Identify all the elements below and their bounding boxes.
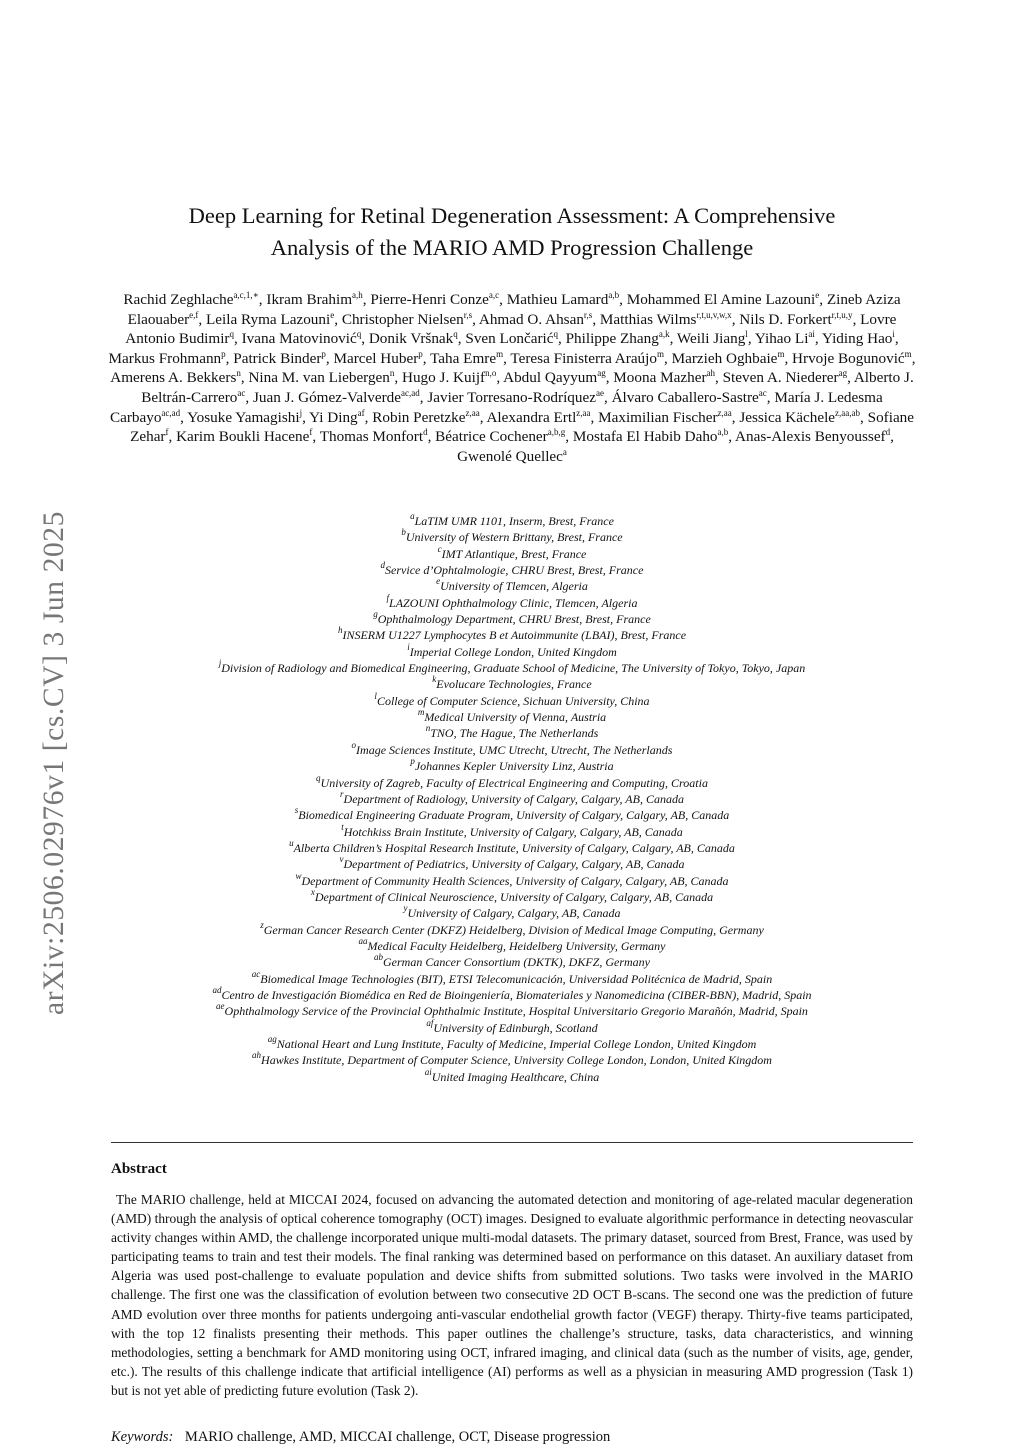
- author-name: Javier Torresano-Rodríquez: [427, 388, 596, 406]
- affiliation: [112, 1066, 912, 1085]
- author-affiliation-marks: m: [777, 348, 785, 359]
- affiliation-key: w: [295, 870, 302, 881]
- affiliation: [112, 807, 912, 823]
- affiliation-key: aa: [358, 935, 368, 946]
- arxiv-identifier: arXiv:2506.02976v1 [cs.CV] 3 Jun 2025: [38, 511, 70, 1015]
- affiliation-text: LAZOUNI Ophthalmology Clinic, Tlemcen, Algeria: [389, 595, 638, 610]
- author-name: Marcel Huber: [333, 349, 419, 367]
- affiliation-text: Biomedical Image Technologies (BIT), ETSI Telecomunicación, Universidad Politécnica de Madrid, Spain: [260, 971, 773, 986]
- author: [370, 291, 499, 308]
- author-name: Ikram Brahim: [266, 291, 353, 308]
- author-name: Steven A. Niederer: [722, 369, 839, 387]
- affiliation-key: b: [401, 527, 406, 538]
- author-name: Robin Peretzke: [372, 408, 466, 426]
- author-affiliation-marks: ac,ad: [401, 387, 420, 398]
- affiliation: [112, 1017, 912, 1036]
- author: [486, 409, 590, 426]
- affiliation-text: Hawkes Institute, Department of Computer Science, University College London, London, United Kingdom: [261, 1053, 772, 1068]
- affiliation-key: c: [437, 543, 442, 554]
- author-affiliation-marks: r,t,u,y: [831, 309, 853, 320]
- author-affiliation-marks: e,f: [189, 309, 199, 320]
- affiliation-key: u: [289, 837, 294, 848]
- affiliation: [112, 578, 912, 594]
- author-name: Marzieh Oghbaie: [671, 349, 778, 367]
- affiliation: [112, 886, 912, 905]
- author-affiliation-marks: q: [229, 329, 234, 340]
- author-affiliation-marks: r,s: [583, 309, 593, 320]
- affiliation-text: Centro de Investigación Biomédica en Red de Bioingeniería, Biomateriales y Nanomedicina (CIBER-BBN), Madrid, Spain: [221, 987, 812, 1002]
- affiliation: [112, 954, 912, 970]
- author-affiliation-marks: a,h: [352, 290, 363, 300]
- affiliation-text: Hotchkiss Brain Institute, University of Calgary, Calgary, AB, Canada: [343, 824, 683, 839]
- affiliation-key: h: [337, 625, 343, 636]
- affiliation-text: INSERM U1227 Lymphocytes B et Autoimmunite (LBAI), Brest, France: [342, 628, 687, 643]
- affiliation: [112, 529, 912, 545]
- affiliation-text: Department of Community Health Sciences, University of Calgary, Calgary, AB, Canada: [301, 873, 729, 888]
- author-name: Weili Jiang: [676, 330, 746, 348]
- affiliation-text: College of Computer Science, Sichuan University, China: [376, 693, 650, 708]
- affiliation: [112, 543, 912, 562]
- author-name: Yi Ding: [309, 408, 358, 426]
- author-affiliation-marks: d: [423, 427, 428, 438]
- title-line-2: Analysis of the MARIO AMD Progression Challenge: [270, 235, 754, 260]
- affiliation-text: Alberta Children’s Hospital Research Institute, University of Calgary, Calgary, AB, Canada: [293, 840, 735, 855]
- affiliation-text: University of Tlemcen, Algeria: [440, 579, 588, 594]
- author: [627, 291, 820, 308]
- affiliation-text: Department of Radiology, University of Calgary, Calgary, AB, Canada: [343, 791, 684, 806]
- author-affiliation-marks: q: [553, 329, 559, 340]
- affiliation-key: j: [218, 658, 222, 669]
- author: [792, 350, 912, 367]
- affiliation-text: German Cancer Consortium (DKTK), DKFZ, Germany: [383, 955, 650, 970]
- author-affiliation-marks: ac: [237, 387, 246, 398]
- affiliation: [112, 837, 912, 856]
- affiliation-text: IMT Atlantique, Brest, France: [441, 546, 587, 561]
- affiliation: [112, 772, 912, 791]
- author: [242, 330, 362, 347]
- author-affiliation-marks: p: [221, 348, 226, 359]
- affiliation-key: d: [380, 560, 386, 571]
- author: [510, 350, 664, 367]
- affiliation-text: German Cancer Research Center (DKFZ) Heidelberg, Division of Medical Image Computing, Germany: [263, 922, 764, 937]
- affiliation: [112, 821, 912, 840]
- affiliation-key: x: [310, 886, 315, 897]
- affiliation-text: Department of Pediatrics, University of Calgary, Calgary, AB, Canada: [343, 857, 685, 872]
- author: [723, 369, 847, 386]
- author-affiliation-marks: l: [745, 329, 748, 340]
- author-name: Christopher Nielsen: [341, 310, 464, 328]
- author-affiliation-marks: n: [236, 368, 241, 379]
- author-name: Anas-Alexis Benyoussef: [735, 428, 886, 446]
- author-name: Juan J. Gómez-Valverde: [252, 388, 402, 406]
- author-affiliation-marks: ag: [838, 368, 848, 379]
- affiliation: [112, 513, 912, 529]
- author-list: Rachid Zeghlache$^{a,c,1,∗}$, Ikram Brahim$^{a,h}$, Pierre-Henri Conze$^{a,c}$, Mathieu Lamard$^{a,b}$, Mohammed El Amine Lazouni$^e$, Zineb Aziza Elaouaber$^{e,f}$, Leila Ryma Lazouni$^e$, Christopher Nielsen$^{r,s}$, Ahmad O. Ahsan$^{r,s}$, Matthias Wilms$^{r,t,u,v,w,x}$, Nils D. Forkert$^{r,t,u,y}$, Lovre Antonio Budimir$^q$, Ivana Matovinović$^q$, Donik Vršnak$^q$, Sven Lončarić$^q$, Philippe Zhang$^{a,k}$, Weili Jiang$^l$, Yihao $Li^{ai}$, Yiding Hao$^i$, Markus Frohmann$^p$, Patrick Binder$^p$, Marcel Huber$^p$, Taha Emre$^m$, Teresa Finisterra Araújo$^m$, Marzieh Oghbaie$^m$, Hrvoje Bogunović$^m$, Amerens A. Bekkers$^n$, Nina M. van Liebergen$^n$, Hugo J. Kuijf$^{n,o}$, Abdul Qayyum$^{ag}$, Moona Mazher$^{ah}$, Steven A. Niederer$^{ag}$, Alberto J. Beltrán-Carrero$^{ac}$, Juan J. Gómez-Valverde$^{ac,ad}$, Javier Torresano-Rodríquez$^{ae}$, Álvaro Caballero-Sastre$^{ac}$, María J. Ledesma Carbayo$^{ac,ad}$, Yosuke Yamagishi$^j$, Yi Ding$^{af}$, Robin Peretzke$^{z,aa}$, Alexandra Ertl$^{z,aa}$, Maximilian Fischer$^{z,aa}$, Jessica Kächele$^{z,aa,ab}$, Sofiane Zehar$^f$, Karim Boukli Hacene$^f$, Thomas Monfort$^d$, Béatrice Cochener$^{a,b,g}$, Mostafa El Habib Daho$^{a,b}$, Anas-Alexis Benyoussef$^d$, Gwenolé Quellec$^a$: [108, 290, 916, 465]
- author-name: Sven Lončarić: [465, 330, 554, 348]
- author: [457, 448, 567, 465]
- affiliation-key: ab: [374, 952, 383, 963]
- author-affiliation-marks: p: [418, 348, 423, 359]
- author-name: Sofiane Zehar: [130, 408, 915, 446]
- author-name: Nina M. van Liebergen: [248, 369, 390, 387]
- affiliation-key: m: [417, 707, 425, 718]
- author: [507, 291, 619, 308]
- author-name: Mostafa El Habib Daho: [572, 428, 718, 446]
- keywords-text: MARIO challenge, AMD, MICCAI challenge, OCT, Disease progression: [184, 1429, 611, 1445]
- affiliation-key: e: [436, 576, 441, 587]
- author: [176, 428, 312, 445]
- author-affiliation-marks: r,t,u,v,w,x: [696, 309, 732, 320]
- author: [479, 311, 592, 328]
- abstract-heading: Abstract: [111, 1161, 167, 1177]
- affiliation: [112, 905, 912, 921]
- author: [503, 369, 606, 386]
- affiliation: [112, 1003, 912, 1019]
- affiliation-key: v: [339, 854, 344, 865]
- author: [233, 350, 326, 367]
- author: [369, 330, 458, 347]
- author-name: Moona Mazher: [613, 369, 707, 387]
- author: [402, 369, 496, 386]
- affiliation-text: Biomedical Engineering Graduate Program, University of Calgary, Calgary, AB, Canada: [298, 808, 730, 823]
- affiliation: [112, 739, 912, 758]
- author: [822, 330, 895, 347]
- affiliation-text: Medical Faculty Heidelberg, Heidelberg University, Germany: [367, 938, 666, 953]
- affiliation: [112, 856, 912, 872]
- affiliation: [112, 725, 912, 741]
- author: [372, 409, 479, 426]
- author-affiliation-marks: m: [656, 348, 664, 359]
- author: [253, 389, 420, 406]
- author-name: Yiding Hao: [821, 330, 893, 348]
- affiliation: [112, 758, 912, 774]
- author: [248, 369, 394, 386]
- author-name: Gwenolé Quellec: [457, 447, 563, 465]
- affiliation-text: Ophthalmology Service of the Provincial Ophthalmic Institute, Hospital Universitario Gregorio Marañón, Madrid, Spain: [224, 1004, 808, 1019]
- author-name: Amerens A. Bekkers: [110, 369, 237, 387]
- affiliation-key: ae: [216, 1001, 225, 1012]
- author-affiliation-marks: ac,ad: [161, 407, 181, 418]
- affiliation-text: Imperial College London, United Kingdom: [409, 644, 617, 659]
- affiliation-list: [112, 513, 912, 1085]
- author-affiliation-marks: e: [815, 290, 820, 300]
- author-name: Ivana Matovinović: [241, 330, 357, 348]
- author-name: Yihao Li: [754, 330, 809, 348]
- author-affiliation-marks: a,k: [658, 329, 670, 340]
- author: [612, 389, 767, 406]
- author: [598, 409, 732, 426]
- affiliation: [112, 611, 912, 627]
- affiliation-key: p: [410, 756, 415, 767]
- author-name: Jessica Kächele: [739, 408, 836, 426]
- affiliation: [112, 788, 912, 807]
- author-affiliation-marks: ai: [808, 329, 815, 340]
- affiliation-text: Evolucare Technologies, France: [436, 677, 592, 692]
- author: [320, 428, 428, 445]
- affiliation-key: t: [341, 821, 344, 832]
- author: [677, 330, 748, 347]
- author-affiliation-marks: e: [330, 309, 335, 320]
- author: [566, 330, 670, 347]
- author-affiliation-marks: a,b,g: [547, 427, 566, 438]
- affiliation-text: Department of Clinical Neuroscience, University of Calgary, Calgary, AB, Canada: [314, 889, 714, 904]
- affiliation-text: LaTIM UMR 1101, Inserm, Brest, France: [414, 514, 614, 528]
- author-name: Rachid Zeghlache: [123, 291, 234, 308]
- affiliation: [112, 919, 912, 938]
- author-name: Alexandra Ertl: [486, 408, 577, 426]
- author: [342, 311, 472, 328]
- affiliation-key: k: [432, 674, 437, 685]
- author-affiliation-marks: q: [453, 329, 458, 340]
- author: [573, 428, 728, 445]
- author-name: Hugo J. Kuijf: [402, 369, 486, 387]
- author-name: Nils D. Forkert: [739, 310, 832, 328]
- author-affiliation-marks: z,aa,ab: [835, 407, 861, 418]
- affiliation-text: Division of Radiology and Biomedical Engineering, Graduate School of Medicine, The University of Tokyo, Tokyo, Japan: [221, 661, 806, 676]
- author-affiliation-marks: ac: [758, 387, 767, 398]
- affiliation: [112, 660, 912, 676]
- author: [435, 428, 565, 445]
- paper-title: [112, 200, 912, 264]
- affiliation: [112, 709, 912, 725]
- affiliation: [112, 968, 912, 987]
- author-affiliation-marks: j: [299, 407, 303, 418]
- author: [427, 389, 604, 406]
- author-name: Karim Boukli Hacene: [176, 428, 310, 446]
- affiliation: [112, 676, 912, 692]
- affiliation-key: n: [425, 723, 431, 734]
- affiliation: [112, 870, 912, 889]
- author-name: Maximilian Fischer: [598, 408, 718, 426]
- abstract-text: The MARIO challenge, held at MICCAI 2024, focused on advancing the automated detection and monitoring of age-related macular degeneration (AMD) through the analysis of optical coherence tomography (OCT) images. Designed to evaluate algorithmic performance in detecting neovascular activity changes within AMD, the challenge incorporated unique multi-modal datasets. The primary dataset, sourced from Brest, France, was used by participating teams to train and test their models. The final ranking was determined based on performance on this dataset. An auxiliary dataset from Algeria was used post-challenge to evaluate population and device shifts from submitted solutions. Two tasks were involved in the MARIO challenge. The first one was the classification of evolution between two consecutive 2D OCT B-scans. The second one was the prediction of future AMD evolution over three months for patients undergoing anti-vascular endothelial growth factor (VEGF) therapy. Thirty-five teams participated, with the top 12 finalists presenting their methods. This paper outlines the challenge’s structure, tasks, data characteristics, and winning methodologies, setting a benchmark for AMD monitoring using OCT, infrared imaging, and clinical data (such as the number of visits, age, gender, etc.). The results of this challenge indicate that artificial intelligence (AI) performs as well as a physician in measuring AMD progression (Task 1) but is not yet able of predicting future evolution (Task 2).: [111, 1192, 913, 1398]
- affiliation-text: Ophthalmology Department, CHRU Brest, Brest, France: [377, 612, 651, 627]
- affiliation-key: y: [403, 903, 408, 914]
- affiliation-text: United Imaging Healthcare, China: [431, 1069, 600, 1084]
- author: [187, 409, 302, 426]
- abstract-rule: [111, 1142, 913, 1143]
- author-name: Mohammed El Amine Lazouni: [626, 291, 816, 308]
- author: [755, 330, 815, 347]
- author-affiliation-marks: a,c,1,∗: [233, 290, 259, 300]
- author-affiliation-marks: n: [389, 368, 395, 379]
- affiliation-key: ag: [267, 1034, 277, 1044]
- affiliation: [112, 984, 912, 1003]
- title-line-1: Deep Learning for Retinal Degeneration Assessment: A Comprehensive: [188, 203, 836, 228]
- affiliation: [112, 690, 912, 709]
- affiliation-text: TNO, The Hague, The Netherlands: [430, 726, 599, 741]
- author-name: Yosuke Yamagishi: [187, 408, 300, 426]
- author-affiliation-marks: ag: [597, 368, 606, 379]
- author: [109, 350, 226, 367]
- affiliation-key: r: [340, 788, 344, 799]
- author: [739, 311, 852, 328]
- author: [266, 291, 362, 308]
- affiliation-key: a: [410, 511, 415, 521]
- affiliation: [112, 562, 912, 578]
- author-affiliation-marks: m: [496, 348, 504, 359]
- author: [309, 409, 365, 426]
- affiliation-key: q: [316, 772, 321, 783]
- author-name: María J. Ledesma Carbayo: [109, 388, 883, 426]
- author-name: Markus Frohmann: [108, 349, 222, 367]
- author-affiliation-marks: af: [357, 407, 365, 418]
- author-affiliation-marks: m: [904, 348, 912, 359]
- affiliation-text: University of Calgary, Calgary, AB, Canada: [407, 906, 621, 921]
- author: [334, 350, 423, 367]
- author-affiliation-marks: i: [892, 329, 895, 340]
- affiliation-key: af: [426, 1017, 434, 1028]
- keywords: [111, 1429, 610, 1446]
- affiliation: [112, 627, 912, 643]
- author-affiliation-marks: n,o: [485, 368, 497, 379]
- author-affiliation-marks: ah: [706, 368, 715, 379]
- author-affiliation-marks: f: [165, 427, 169, 438]
- author-affiliation-marks: d: [885, 427, 891, 438]
- affiliation-key: ad: [212, 984, 222, 995]
- affiliation-text: University of Western Brittany, Brest, France: [405, 530, 623, 545]
- author-name: Abdul Qayyum: [503, 369, 598, 387]
- author-affiliation-marks: z,aa: [576, 407, 591, 418]
- affiliation-text: Medical University of Vienna, Austria: [424, 710, 607, 725]
- author-name: Philippe Zhang: [565, 330, 659, 348]
- author-name: Alberto J. Beltrán-Carrero: [141, 369, 914, 406]
- affiliation: [112, 641, 912, 660]
- affiliation: [112, 1052, 912, 1068]
- author: [735, 428, 890, 445]
- affiliation-key: f: [386, 592, 390, 603]
- author-affiliation-marks: a,c: [488, 290, 500, 300]
- author-name: Zineb Aziza Elaouaber: [127, 291, 901, 328]
- author-affiliation-marks: z,aa: [717, 407, 732, 418]
- author: [600, 311, 732, 328]
- affiliation-key: ai: [424, 1066, 432, 1077]
- author-name: Taha Emre: [430, 349, 497, 367]
- author: [123, 291, 258, 308]
- author-name: Béatrice Cochener: [435, 428, 548, 446]
- affiliation-key: ah: [252, 1050, 262, 1061]
- author: [613, 369, 715, 386]
- author-name: Teresa Finisterra Araújo: [510, 349, 657, 367]
- affiliation-key: g: [373, 609, 378, 620]
- author: [739, 409, 860, 426]
- author: [465, 330, 558, 347]
- affiliation-key: o: [351, 739, 357, 750]
- affiliation-key: ac: [251, 968, 261, 979]
- affiliation-text: University of Zagreb, Faculty of Electrical Engineering and Computing, Croatia: [320, 775, 708, 790]
- author-name: Pierre-Henri Conze: [370, 291, 489, 308]
- author-affiliation-marks: ae: [595, 387, 604, 398]
- affiliation-text: Image Sciences Institute, UMC Utrecht, Utrecht, The Netherlands: [356, 742, 673, 757]
- author-name: Mathieu Lamard: [506, 291, 609, 308]
- affiliation: [112, 1036, 912, 1052]
- affiliation-key: i: [407, 641, 410, 652]
- author-affiliation-marks: a,b: [608, 290, 620, 300]
- author-affiliation-marks: a: [562, 446, 567, 457]
- affiliation-text: National Heart and Lung Institute, Faculty of Medicine, Imperial College London, United Kingdom: [276, 1037, 757, 1051]
- author-affiliation-marks: p: [321, 348, 326, 359]
- keywords-label: Keywords:: [111, 1429, 174, 1445]
- affiliation-text: Johannes Kepler University Linz, Austria: [414, 759, 614, 774]
- affiliation-key: s: [294, 805, 299, 816]
- affiliation: [112, 935, 912, 954]
- author-name: Matthias Wilms: [599, 310, 697, 328]
- author-name: Hrvoje Bogunović: [792, 349, 905, 367]
- author-name: Álvaro Caballero-Sastre: [611, 388, 759, 406]
- author-affiliation-marks: q: [356, 329, 362, 340]
- affiliation: [112, 592, 912, 611]
- author-affiliation-marks: a,b: [717, 427, 729, 438]
- author-name: Leila Ryma Lazouni: [205, 310, 331, 328]
- author-affiliation-marks: f: [309, 427, 313, 438]
- author: [206, 311, 334, 328]
- author: [672, 350, 785, 367]
- affiliation-text: University of Edinburgh, Scotland: [433, 1020, 598, 1035]
- author-name: Thomas Monfort: [319, 428, 424, 446]
- author: [110, 369, 241, 386]
- author-affiliation-marks: r,s: [463, 309, 473, 320]
- affiliation-key: l: [374, 690, 377, 701]
- affiliation-key: z: [260, 919, 264, 930]
- author-name: Patrick Binder: [233, 349, 322, 367]
- author-name: Lovre Antonio Budimir: [125, 310, 897, 348]
- author-affiliation-marks: z,aa: [465, 407, 480, 418]
- author-name: Ahmad O. Ahsan: [478, 310, 584, 328]
- author-name: Donik Vršnak: [368, 330, 454, 348]
- affiliation-text: Service d’Ophtalmologie, CHRU Brest, Brest, France: [385, 563, 644, 578]
- author: [430, 350, 503, 367]
